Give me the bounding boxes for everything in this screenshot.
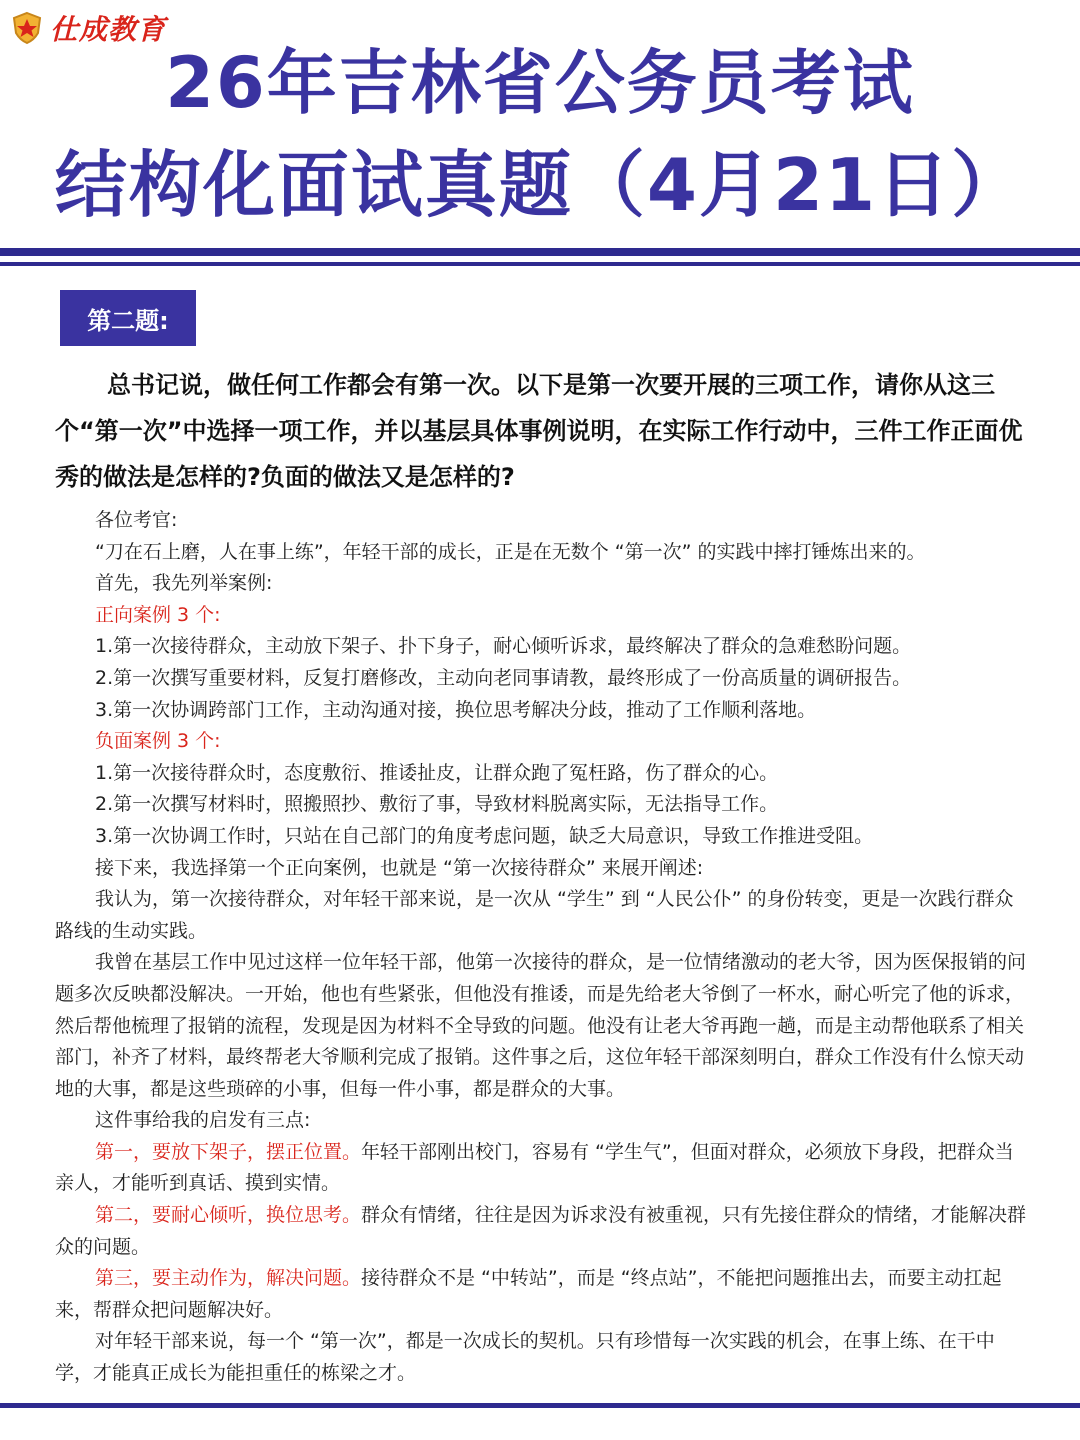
lesson-text: 年轻干部刚出校门，容易有 “学生气”，但面对群众，必须放下身段，把群众当亲人，才能听到真话、摸到实情。: [55, 1140, 1014, 1195]
header-rule-thick: [0, 248, 1080, 256]
negative-heading: 负面案例 3 个:: [95, 730, 221, 753]
answer-intro: “刀在石上磨，人在事上练”，年轻干部的成长，正是在无数个 “第一次” 的实践中摔打锤炼出来的。: [95, 540, 926, 563]
lesson-point: [55, 1200, 1030, 1263]
question-text: [55, 362, 1030, 500]
section-label: 第二题:: [60, 290, 196, 346]
lesson-lead: 第一，要放下架子，摆正位置。: [95, 1140, 362, 1163]
lesson-text: 接待群众不是 “中转站”，而是 “终点站”，不能把问题推出去，而要主动扛起来，帮群众把问题解决好。: [55, 1267, 1002, 1321]
negative-case: 2.第一次撰写材料时，照搬照抄、敷衍了事，导致材料脱离实际，无法指导工作。: [95, 793, 779, 816]
footer-rule: [0, 1403, 1080, 1408]
question-body: 总书记说，做任何工作都会有第一次。以下是第一次要开展的三项工作，请你从这三个“第一次”中选择一项工作，并以基层具体事例说明，在实际工作行动中，三件工作正面优秀的做法是怎样的?负面的做法又是怎样的?: [55, 371, 1023, 491]
page-title-line2: 结构化面试真题（4月21日）: [54, 143, 1026, 227]
answer-transition: 接下来，我选择第一个正向案例，也就是 “第一次接待群众” 来展开阐述:: [95, 856, 704, 879]
header-rule-thin: [0, 262, 1080, 266]
positive-case: 3.第一次协调跨部门工作，主动沟通对接，换位思考解决分歧，推动了工作顺利落地。: [95, 698, 817, 721]
lesson-point: [55, 1263, 1030, 1326]
positive-case: 1.第一次接待群众，主动放下架子、扑下身子，耐心倾听诉求，最终解决了群众的急难愁盼问题。: [95, 635, 912, 658]
negative-case: 1.第一次接待群众时，态度敷衍、推诿扯皮，让群众跑了冤枉路，伤了群众的心。: [95, 761, 779, 784]
negative-case: 3.第一次协调工作时，只站在自己部门的角度考虑问题，缺乏大局意识，导致工作推进受阻。: [95, 824, 874, 847]
answer-list-intro: 首先，我先列举案例:: [95, 572, 273, 595]
positive-case: 2.第一次撰写重要材料，反复打磨修改，主动向老同事请教，最终形成了一份高质量的调研报告。: [95, 666, 912, 689]
answer-para: 我认为，第一次接待群众，对年轻干部来说，是一次从 “学生” 到 “人民公仆” 的身份转变，更是一次践行群众路线的生动实践。: [55, 888, 1014, 942]
lesson-lead: 第二，要耐心倾听，换位思考。: [95, 1204, 362, 1227]
answer-body: [55, 505, 1030, 1390]
lessons-intro: 这件事给我的启发有三点:: [95, 1109, 311, 1132]
answer-greeting: 各位考官:: [95, 509, 178, 531]
answer-para: 我曾在基层工作中见过这样一位年轻干部，他第一次接待的群众，是一位情绪激动的老大爷，因为医保报销的问题多次反映都没解决。一开始，他也有些紧张，但他没有推诿，而是先给老大爷倒了一杯水，耐心听完了他的诉求，然后帮他梳理了报销的流程，发现是因为材料不全导致的问题。他没有让老大爷再跑一趟，而是主动帮他联系了相关部门，补齐了材料，最终帮老大爷顺利完成了报销。这件事之后，这位年轻干部深刻明白，群众工作没有什么惊天动地的大事，都是这些琐碎的小事，但每一件小事，都是群众的大事。: [55, 951, 1027, 1100]
positive-heading: 正向案例 3 个:: [95, 603, 221, 626]
lesson-text: 群众有情绪，往往是因为诉求没有被重视，只有先接住群众的情绪，才能解决群众的问题。: [55, 1204, 1027, 1258]
lesson-lead: 第三，要主动作为，解决问题。: [95, 1267, 362, 1290]
lesson-point: [55, 1137, 1030, 1200]
answer-conclusion: 对年轻干部来说，每一个 “第一次”，都是一次成长的契机。只有珍惜每一次实践的机会，在事上练、在干中学，才能真正成长为能担重任的栋梁之才。: [55, 1330, 995, 1385]
brand-name: 仕成教育: [50, 13, 167, 46]
page-title-line1: 26年吉林省公务员考试: [165, 42, 915, 124]
